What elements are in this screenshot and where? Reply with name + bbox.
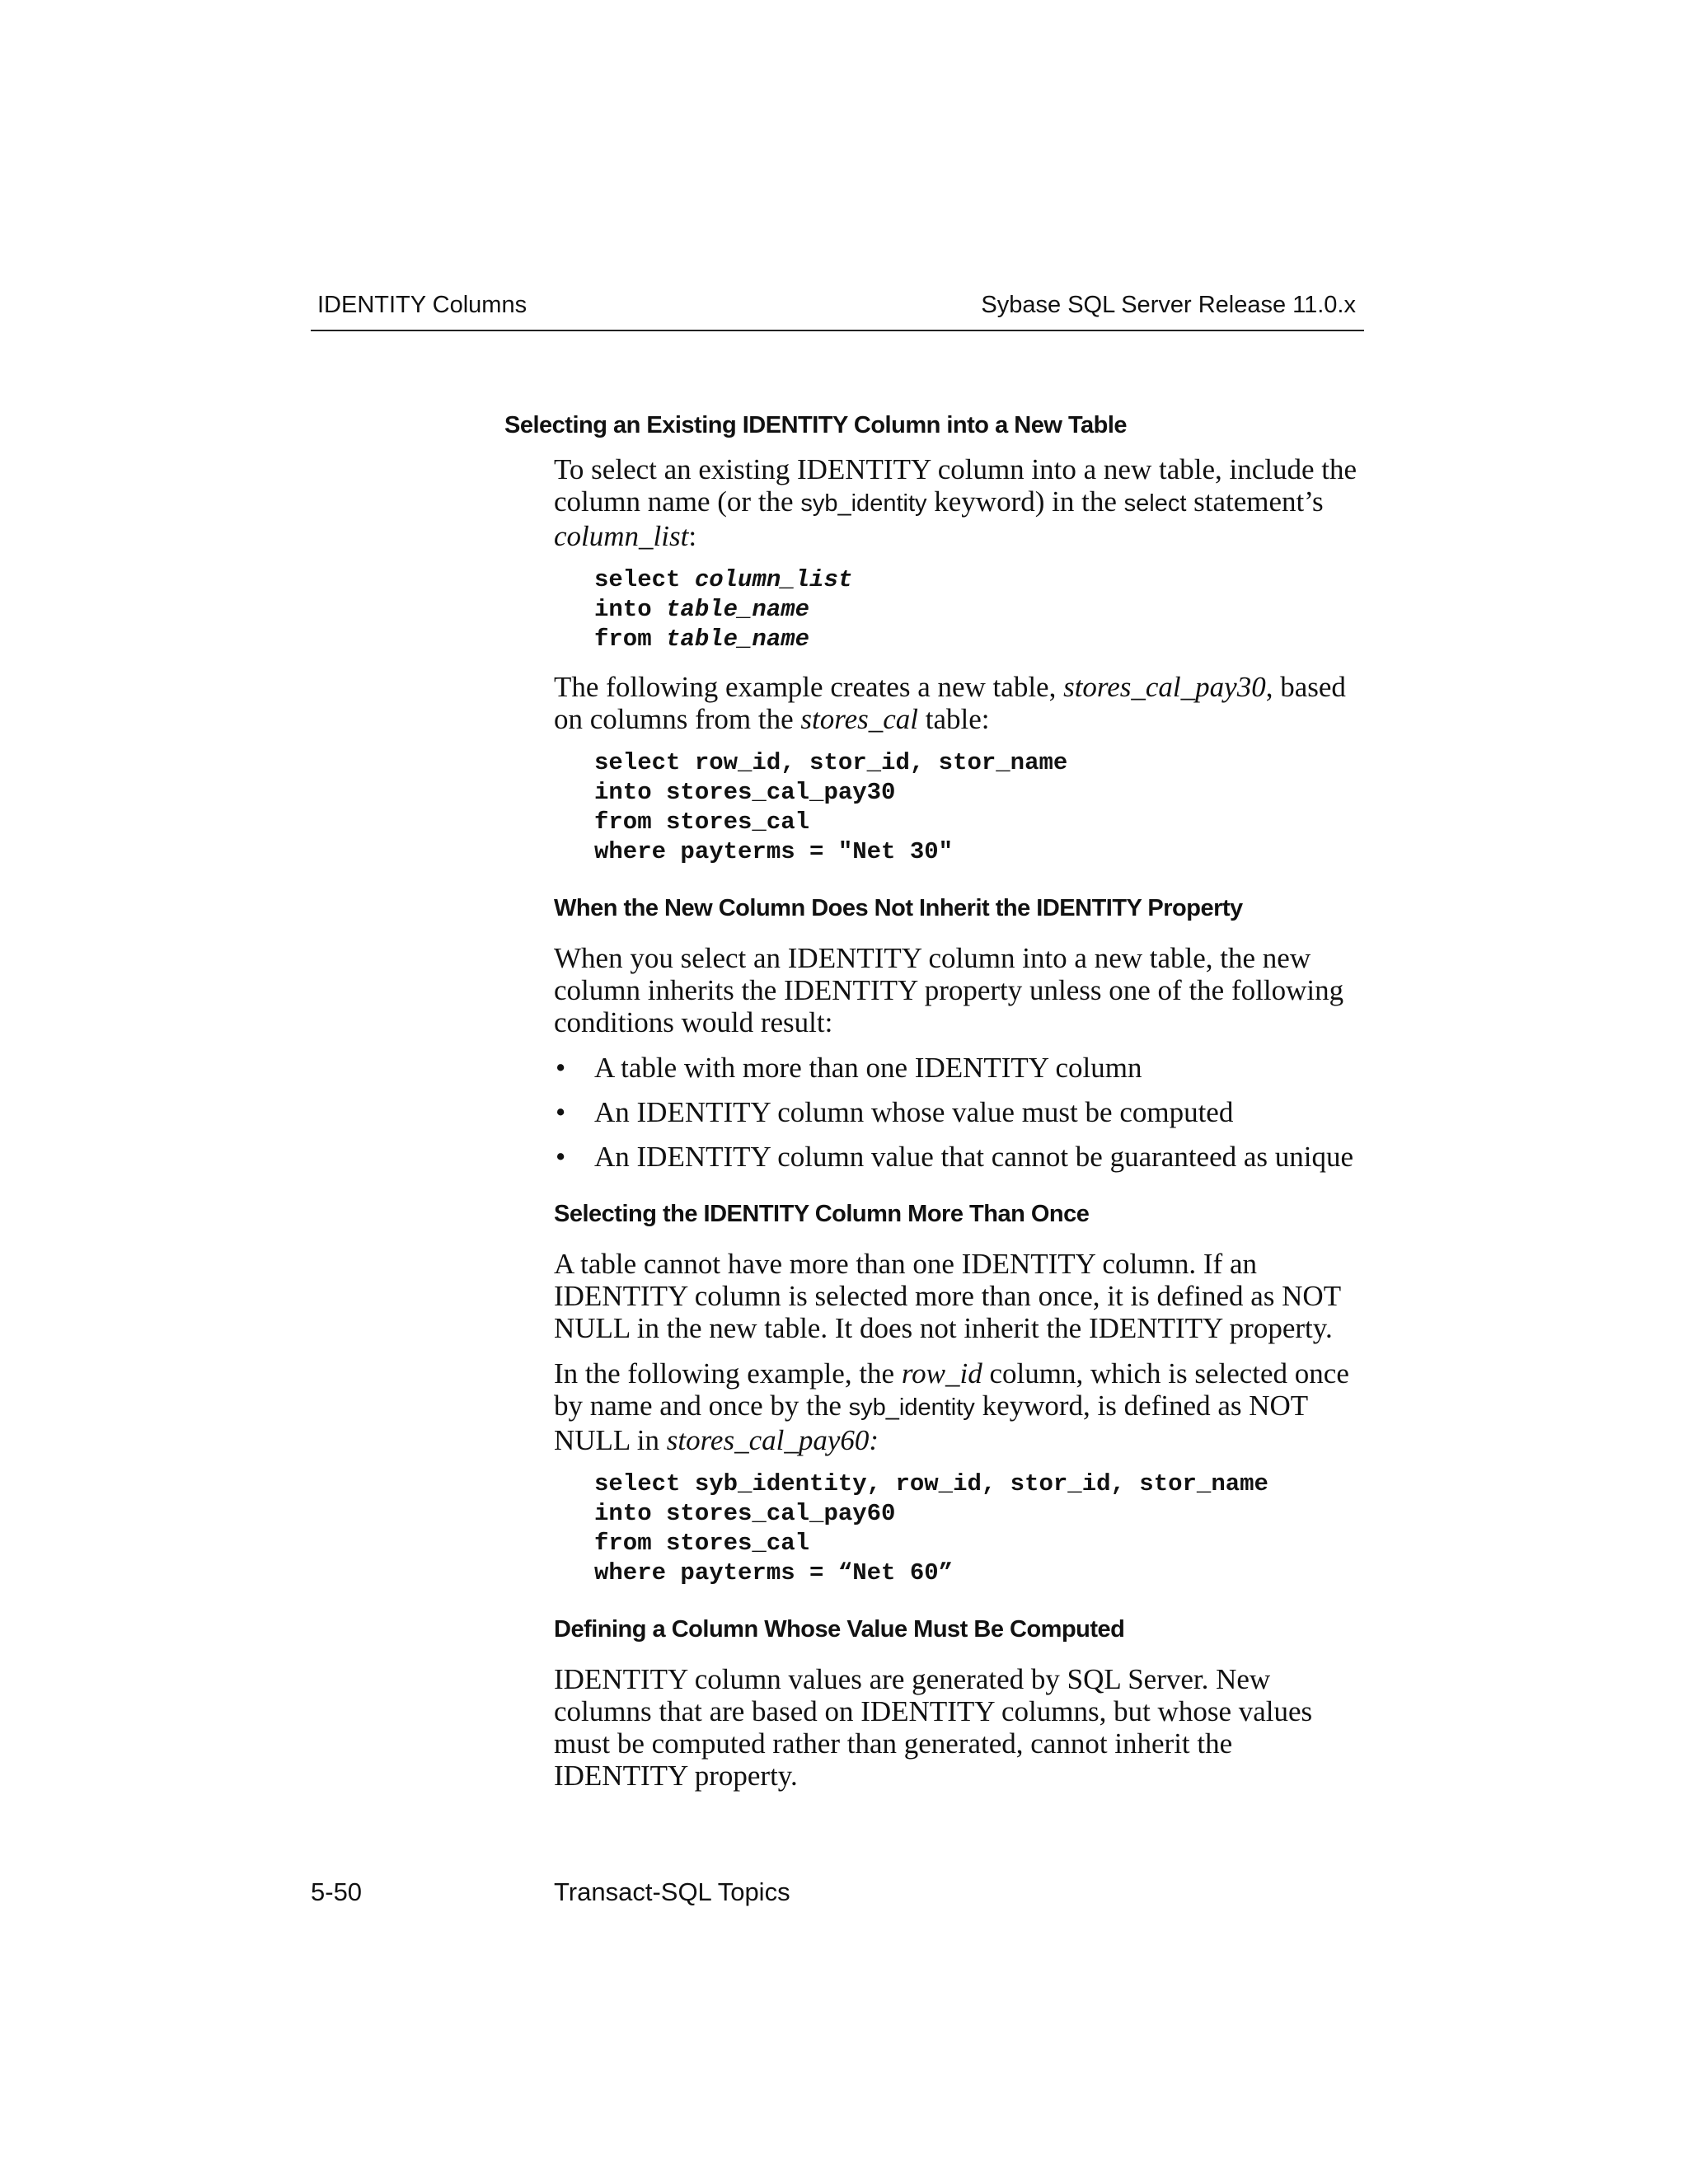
example1-intro [554,671,1370,735]
syb-identity-keyword: syb_identity [800,490,927,517]
intro-text-3: statement’s [1186,485,1324,518]
conditions-list [554,1052,1370,1173]
list-item: • A table with more than one IDENTITY column [554,1052,1370,1084]
example2-text-3: keyword, is defined as NOT NULL in [554,1390,1308,1456]
table-name-stores-cal: stores_cal [800,703,918,735]
subsection-computed-body: IDENTITY column values are generated by SQL Server. New columns that are based on IDENTITY columns, but whose values must be computed rather than generated, cannot inherit the IDENTITY property. [554,1663,1313,1792]
example2-intro [554,1357,1370,1456]
intro-text-1: To select an existing IDENTITY column into a new table, include the column name (or the [554,453,1357,518]
list-item: • An IDENTITY column whose value must be computed [554,1096,1370,1128]
table-name-pay60: stores_cal_pay60: [666,1424,879,1456]
subsection-title-computed: Defining a Column Whose Value Must Be Computed [554,1616,1125,1643]
syntax-column-list: column_list [694,566,853,593]
column-list-term: column_list [554,520,689,552]
code-example-1: select row_id, stor_id, stor_name into stores_cal_pay30 from stores_cal where payterms = "Net 30" [594,749,1068,865]
syntax-table-name-from: table_name [666,626,810,653]
example1-text-1: The following example creates a new table, [554,671,1064,703]
syntax-select: select [594,566,695,593]
syntax-block [594,565,1370,654]
header-chapter-title: IDENTITY Columns [317,292,528,318]
row-id-term: row_id [901,1357,982,1390]
syb-identity-keyword-2: syb_identity [848,1394,975,1421]
example1-text-2: , based on columns from the [554,671,1346,735]
example1-text-3: table: [918,703,990,735]
syntax-into: into [594,596,667,623]
subsection-inherit-body: When you select an IDENTITY column into a new table, the new column inherits the IDENTITY property unless one of the following conditions would result: [554,942,1344,1038]
intro-paragraph [554,453,1370,552]
syntax-table-name-into: table_name [666,596,810,623]
section-title: Selecting an Existing IDENTITY Column into a New Table [504,412,1128,438]
header-product-release: Sybase SQL Server Release 11.0.x [981,292,1356,318]
subsection-title-more-than-once: Selecting the IDENTITY Column More Than Once [554,1201,1090,1227]
body-content [554,453,1370,1805]
subsection-title-inherit: When the New Column Does Not Inherit the IDENTITY Property [554,895,1243,921]
code-example-2: select syb_identity, row_id, stor_id, stor_name into stores_cal_pay60 from stores_cal where payterms = “Net 60” [594,1470,1268,1586]
list-item: • An IDENTITY column value that cannot be guaranteed as unique [554,1141,1370,1173]
page-number: 5-50 [311,1877,363,1906]
syntax-from: from [594,626,667,653]
intro-text-4: : [688,520,697,552]
example2-text-1: In the following example, the [554,1357,902,1390]
footer-book-title: Transact-SQL Topics [554,1877,790,1906]
subsection-more-than-once-body: A table cannot have more than one IDENTITY column. If an IDENTITY column is selected more than once, it is defined as NOT NULL in the new table. It does not inherit the IDENTITY property. [554,1248,1341,1344]
intro-text-2: keyword) in the [926,485,1124,518]
running-header [311,288,1364,331]
example2-text-2: column, which is selected once by name and once by the [554,1357,1349,1422]
table-name-pay30: stores_cal_pay30 [1063,671,1266,703]
select-keyword: select [1123,490,1187,517]
